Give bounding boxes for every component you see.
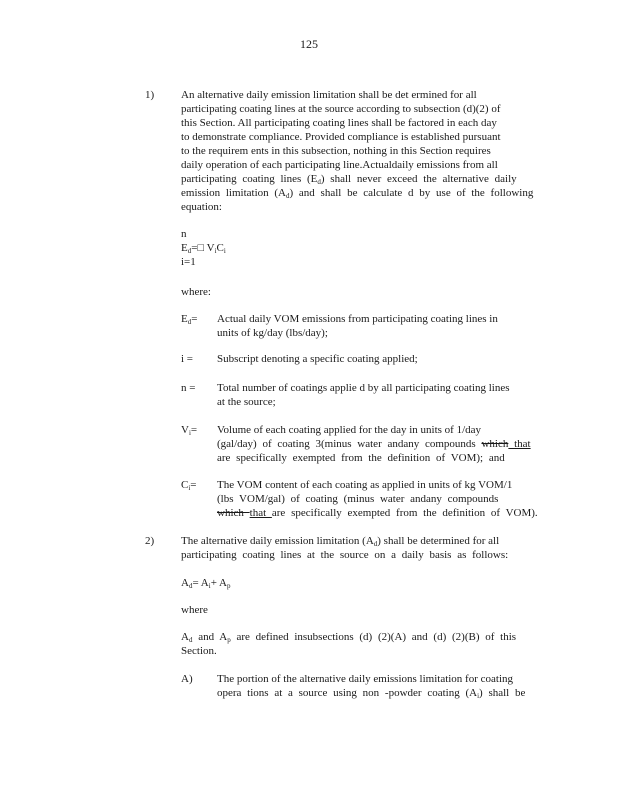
definition-vi: Volume of each coating applied for the day in units of 1/day (gal/day) of coating 3(minus water andany compounds which that are specifically exempted from the definition of VOM); and <box>217 424 531 464</box>
item-number-2: 2) <box>145 535 155 547</box>
item1-line: equation: <box>181 201 222 213</box>
item1-line: An alternative daily emission limitation shall be det ermined for all <box>181 89 477 101</box>
item1-line: this Section. All participating coating lines shall be factored in each day <box>181 117 497 129</box>
term-i: i = <box>181 353 194 365</box>
equation-body: $E_d=□$ $V_iC_i$ <box>181 242 226 255</box>
item1-line: participating coating lines at the source according to subsection (d)(2) of <box>181 103 501 115</box>
item1-line: daily operation of each participating line.Actualdaily emissions from all <box>181 159 498 171</box>
item-label-a: A) <box>181 673 193 685</box>
item1-line: participating coating lines $(E_d)$ shall never exceed the alternative daily <box>181 173 517 186</box>
item1-line: to demonstrate compliance. Provided compliance is established pursuant <box>181 131 501 143</box>
item1-line: to the requirem ents in this subsection, nothing in this Section requires <box>181 145 491 157</box>
definition-n: Total number of coatings applie d by all participating coating lines at the source; <box>217 382 510 408</box>
equation-lower-limit: i=1 <box>181 256 196 268</box>
equation-upper-limit: n <box>181 228 187 240</box>
definition-ed: Actual daily VOM emissions from participating coating lines in units of kg/day (lbs/day); <box>217 313 498 339</box>
definition-i: Subscript denoting a specific coating applied; <box>217 353 418 365</box>
term-ci: $C_i=$ <box>181 479 197 492</box>
summation-equation <box>181 227 226 269</box>
where-label: where: <box>181 286 211 298</box>
term-n: n = <box>181 382 196 394</box>
item-a-paragraph: The portion of the alternative daily emissions limitation for coating opera tions at a source using non -powder coating $(A_i)$ shall be <box>217 673 526 700</box>
item-number-1: 1) <box>145 89 155 101</box>
term-ed: $E_d=$ <box>181 313 198 326</box>
definition-ci: The VOM content of each coating as applied in units of kg VOM/1 (lbs VOM/gal) of coating (minus water andany compounds which that are specifically exempted from the definition of VOM). <box>217 479 538 519</box>
item1-line: emission limitation $(A_d)$ and shall be calculate d by use of the following <box>181 187 534 200</box>
item1-paragraph <box>181 88 534 214</box>
item2-paragraph: The alternative daily emission limitation $(A_d)$ shall be determined for all participating coating lines at the source on a daily basis as follows: <box>181 535 509 561</box>
term-vi: $V_i=$ <box>181 424 198 437</box>
page-number: 125 <box>300 37 318 51</box>
where-label-2: where <box>181 604 208 616</box>
defined-in-paragraph: $A_d$ and $A_p$ are defined insubsections (d) (2)(A) and (d) (2)(B) of this Section. <box>181 631 517 657</box>
alternative-limit-equation: $A_d= A_i+ A_p$ <box>181 577 231 590</box>
